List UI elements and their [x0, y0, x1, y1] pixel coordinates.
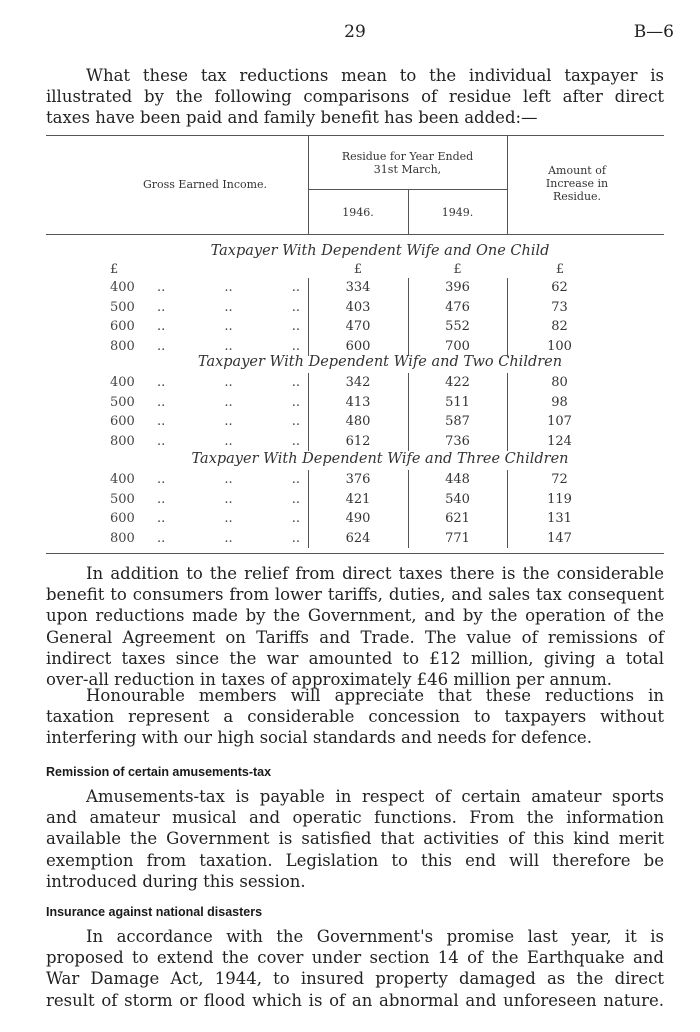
table-header-subrule	[308, 189, 507, 190]
page-number: 29	[344, 22, 366, 42]
leader-dot: ..	[157, 414, 166, 429]
residue-1946-cell: 403	[345, 299, 371, 315]
intro-paragraph	[46, 65, 664, 129]
relief-line: In addition to the relief from direct taxes there is the considerable	[86, 564, 664, 583]
residue-1949-cell: 448	[445, 472, 470, 487]
leader-dots	[155, 434, 300, 449]
residue-1946-cell: 624	[345, 530, 371, 546]
leader-dot: ..	[291, 394, 300, 410]
residue-column-header-line2: 31st March,	[373, 163, 442, 176]
residue-1946-cell: 490	[345, 511, 371, 526]
increase-cell: 73	[551, 299, 568, 315]
leader-dot: ..	[157, 530, 166, 546]
residue-1949-cell: 511	[445, 394, 470, 410]
insurance-heading: Insurance against national disasters	[46, 905, 263, 919]
leader-dot: ..	[224, 530, 233, 546]
year-1949-header: 1949.	[441, 206, 474, 219]
amusements-paragraph	[46, 786, 664, 892]
leader-dot: ..	[224, 433, 233, 449]
insurance-line: proposed to extend the cover under section 14 of the Earthquake and	[46, 948, 664, 968]
relief-line: General Agreement on Tariffs and Trade. The value of remissions of	[46, 627, 664, 647]
amusements-line: Amusements-tax is payable in respect of certain amateur sports	[86, 787, 664, 806]
residue-1946-cell: 421	[345, 491, 371, 507]
relief-line: indirect taxes since the war amounted to £12 million, giving a total	[46, 648, 664, 668]
residue-1949-cell: 476	[445, 299, 470, 315]
insurance-line: War Damage Act, 1944, to insured property damaged as the direct	[46, 969, 664, 989]
leader-dot: ..	[157, 280, 166, 295]
amusements-line: and amateur musical and operatic functions. From the information	[46, 808, 664, 828]
leader-dot: ..	[224, 375, 233, 390]
income-cell: 800	[110, 433, 135, 449]
relief-paragraph	[46, 563, 664, 690]
leader-dots	[155, 414, 300, 429]
table-header-bottom-rule	[46, 234, 664, 235]
leader-dots	[155, 472, 300, 487]
increase-cell: 124	[547, 433, 572, 449]
residue-1949-cell: 700	[445, 338, 470, 354]
residue-1949-cell: 552	[445, 319, 470, 334]
group-title: Taxpayer With Dependent Wife and Two Children	[197, 354, 563, 370]
leader-dot: ..	[224, 491, 233, 507]
leader-dot: ..	[291, 375, 300, 390]
residue-1946-cell: 334	[345, 280, 371, 295]
leader-dot: ..	[157, 394, 166, 410]
members-line: interfering with our high social standards and needs for defence.	[46, 728, 592, 748]
leader-dots	[155, 300, 300, 315]
group-title: Taxpayer With Dependent Wife and Three Children	[191, 451, 569, 467]
income-cell: 600	[110, 511, 135, 526]
leader-dot: ..	[157, 319, 166, 334]
intro-line: taxes have been paid and family benefit has been added:—	[46, 108, 538, 128]
leader-dot: ..	[157, 511, 166, 526]
leader-dots	[155, 492, 300, 507]
leader-dot: ..	[291, 280, 300, 295]
page-reference: B—6	[633, 22, 674, 42]
residue-1946-cell: 376	[345, 472, 371, 487]
leader-dot: ..	[224, 338, 233, 354]
leader-dots	[155, 319, 300, 334]
leader-dot: ..	[224, 319, 233, 334]
residue-1949-cell: 736	[445, 433, 470, 449]
residue-1949-cell: 771	[445, 530, 470, 546]
relief-line: over-all reduction in taxes of approximately £46 million per annum.	[46, 670, 613, 690]
leader-dots	[155, 395, 300, 410]
leader-dot: ..	[157, 299, 166, 315]
residue-1949-cell: 540	[445, 491, 470, 507]
leader-dots	[155, 280, 300, 295]
increase-cell: 72	[551, 472, 568, 487]
residue-column-header-line1: Residue for Year Ended	[341, 150, 474, 163]
leader-dot: ..	[291, 472, 300, 487]
amusements-line: exemption from taxation. Legislation to this end will therefore be	[46, 850, 664, 870]
leader-dot: ..	[291, 319, 300, 334]
increase-column-header-line3: Residue.	[552, 190, 602, 203]
table-top-rule	[46, 135, 664, 136]
amusements-line: available the Government is satisfied that activities of this kind merit	[46, 829, 664, 849]
income-cell: 600	[110, 319, 135, 334]
amusements-heading: Remission of certain amusements-tax	[46, 765, 272, 779]
year-1946-header: 1946.	[342, 206, 374, 219]
leader-dot: ..	[291, 491, 300, 507]
leader-dot: ..	[291, 299, 300, 315]
income-cell: 500	[110, 491, 135, 507]
leader-dot: ..	[224, 414, 233, 429]
income-cell: 800	[110, 338, 135, 354]
table-bottom-rule	[46, 553, 664, 554]
currency-symbol: £	[353, 262, 363, 277]
income-column-header: Gross Earned Income.	[142, 178, 268, 191]
increase-cell: 147	[547, 530, 572, 546]
relief-line: upon reductions made by the Government, and by the operation of the	[46, 606, 664, 626]
leader-dot: ..	[224, 280, 233, 295]
currency-symbol: £	[110, 262, 119, 277]
increase-cell: 131	[547, 511, 572, 526]
residue-1946-cell: 600	[345, 338, 371, 354]
increase-cell: 119	[547, 491, 572, 507]
income-cell: 500	[110, 394, 135, 410]
leader-dot: ..	[224, 511, 233, 526]
increase-cell: 98	[551, 394, 568, 410]
income-cell: 400	[110, 375, 135, 390]
leader-dot: ..	[157, 375, 166, 390]
members-paragraph	[46, 685, 664, 749]
group-title: Taxpayer With Dependent Wife and One Child	[210, 243, 550, 259]
leader-dot: ..	[291, 433, 300, 449]
leader-dot: ..	[157, 338, 166, 354]
leader-dots	[155, 375, 300, 390]
leader-dot: ..	[157, 491, 166, 507]
residue-1946-cell: 342	[345, 375, 371, 390]
intro-line: What these tax reductions mean to the individual taxpayer is	[86, 66, 664, 85]
residue-1946-cell: 480	[345, 414, 371, 429]
insurance-line: result of storm or flood which is of an abnormal and unforeseen nature.	[46, 990, 664, 1010]
residue-1949-cell: 422	[445, 375, 470, 390]
income-cell: 800	[110, 530, 135, 546]
residue-1949-cell: 621	[445, 511, 470, 526]
residue-1946-cell: 470	[345, 319, 371, 334]
income-cell: 400	[110, 472, 135, 487]
leader-dot: ..	[157, 433, 166, 449]
increase-column-header-line1: Amount of	[548, 164, 606, 177]
increase-cell: 62	[551, 280, 568, 295]
table-header-divider	[507, 136, 508, 234]
intro-line: illustrated by the following comparisons of residue left after direct	[46, 87, 664, 107]
relief-line: benefit to consumers from lower tariffs, duties, and sales tax consequent	[46, 585, 664, 605]
leader-dots	[155, 511, 300, 526]
leader-dot: ..	[224, 394, 233, 410]
members-line: taxation represent a considerable concession to taxpayers without	[46, 707, 664, 727]
increase-cell: 80	[551, 375, 568, 390]
leader-dots	[155, 339, 300, 354]
income-cell: 600	[110, 414, 135, 429]
amusements-line: introduced during this session.	[46, 871, 306, 891]
leader-dot: ..	[224, 299, 233, 315]
residue-1946-cell: 413	[345, 394, 371, 410]
residue-1946-cell: 612	[345, 433, 371, 449]
increase-column-header-line2: Increase in	[545, 177, 609, 190]
leader-dot: ..	[224, 472, 233, 487]
currency-symbol: £	[555, 262, 565, 277]
leader-dot: ..	[157, 472, 166, 487]
residue-1949-cell: 396	[445, 280, 470, 295]
members-line: Honourable members will appreciate that these reductions in	[86, 686, 664, 705]
leader-dots	[155, 531, 300, 546]
leader-dot: ..	[291, 414, 300, 429]
income-cell: 400	[110, 280, 135, 295]
currency-symbol: £	[453, 262, 462, 277]
increase-cell: 82	[551, 319, 568, 334]
insurance-paragraph	[46, 926, 664, 1011]
residue-1949-cell: 587	[445, 414, 470, 429]
increase-cell: 100	[547, 338, 572, 354]
income-cell: 500	[110, 299, 135, 315]
leader-dot: ..	[291, 338, 300, 354]
increase-cell: 107	[547, 414, 572, 429]
leader-dot: ..	[291, 530, 300, 546]
insurance-line: In accordance with the Government's promise last year, it is	[86, 927, 664, 946]
leader-dot: ..	[291, 511, 300, 526]
